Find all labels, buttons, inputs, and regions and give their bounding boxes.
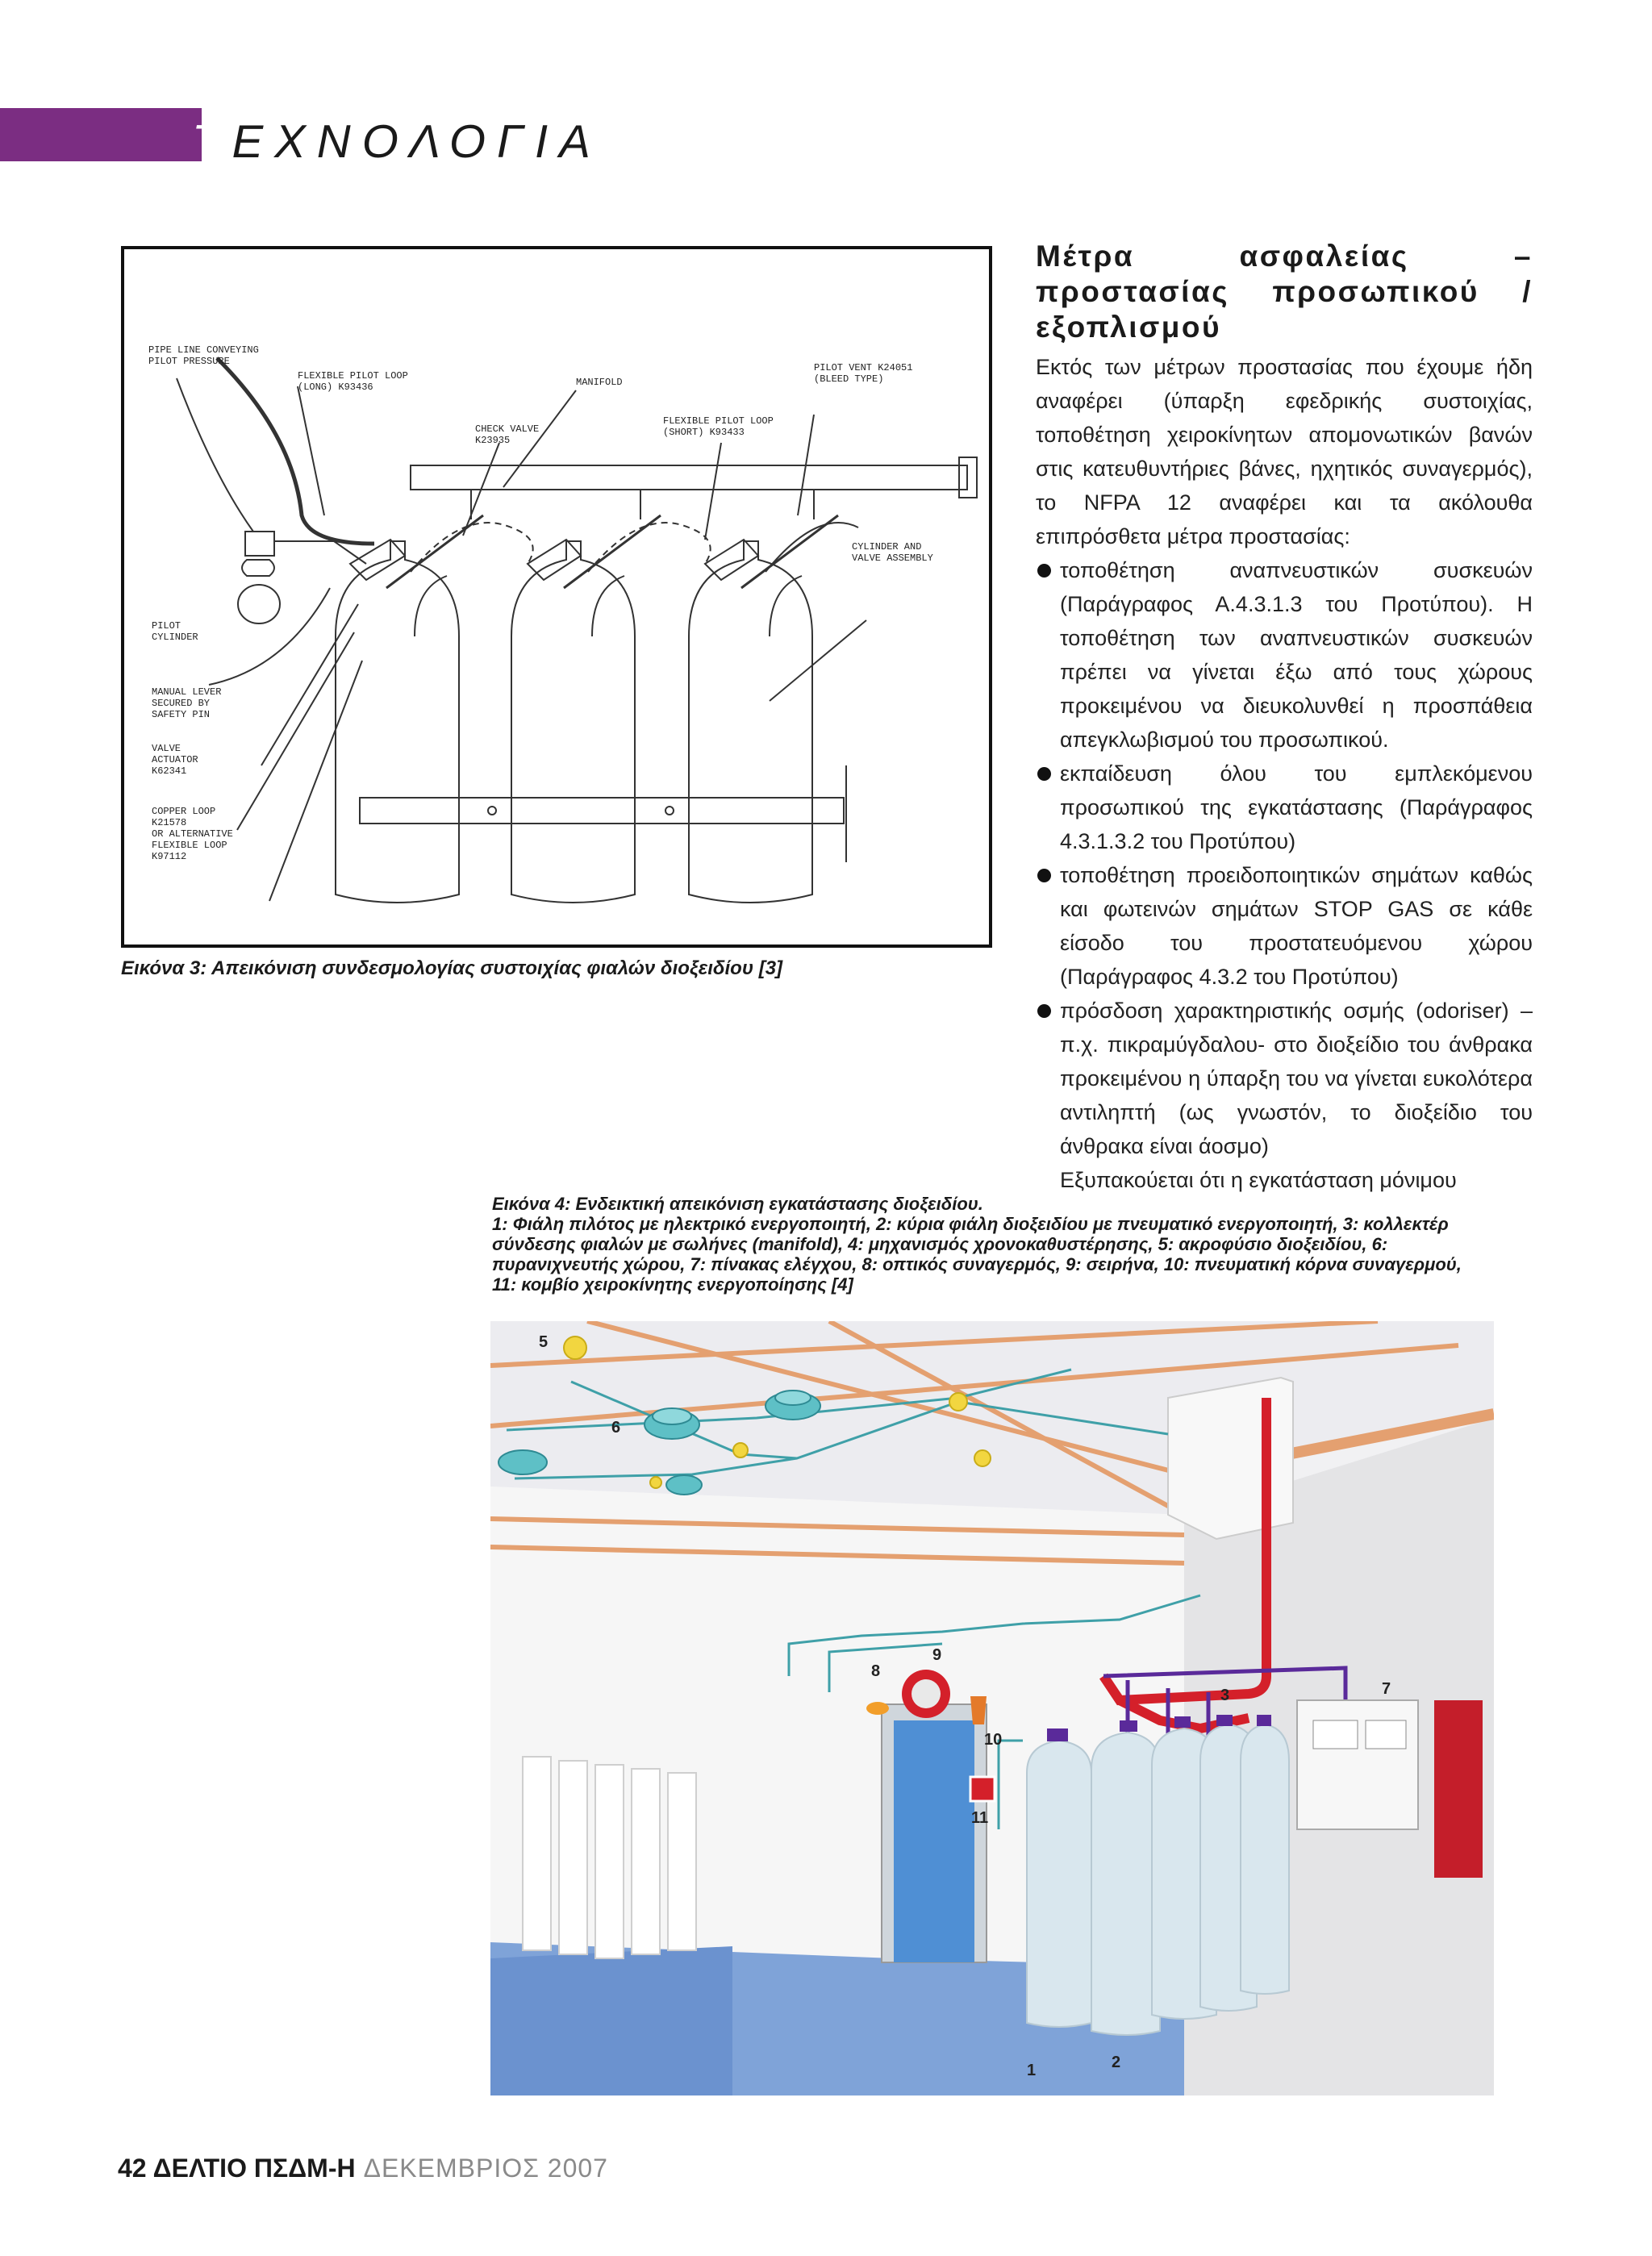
pilot-cylinder xyxy=(238,532,366,623)
cylinder-3 xyxy=(689,541,812,903)
horn-icon xyxy=(970,1696,987,1724)
manifold-risers xyxy=(471,490,814,519)
callout-7: 7 xyxy=(1382,1680,1391,1698)
label-flex-long-2: (LONG) K93436 xyxy=(298,382,373,393)
nozzle-icon xyxy=(974,1450,991,1466)
callout-5: 5 xyxy=(539,1333,549,1351)
nozzle-icon xyxy=(949,1393,967,1411)
label-pilot-vent-1: PILOT VENT K24051 xyxy=(814,362,913,373)
page-number: 42 xyxy=(118,2154,147,2183)
list-item: τοποθέτηση αναπνευστικών συσκευών (Παράγραφος Α.4.3.1.3 του Προτύπου). Η τοποθέτηση των αναπνευστικών συσκευών πρέπει να γίνεται έξω από τους χώρους προκειμένου να διευκολυνθεί η προσπάθεια απεγκλωβισμού του προσωπικού. xyxy=(1036,553,1533,757)
nozzle-icon xyxy=(564,1337,586,1359)
article-continuation: Εξυπακούεται ότι η εγκατάσταση μόνιμου xyxy=(1060,1168,1457,1192)
label-copper-loop-4: FLEXIBLE LOOP xyxy=(152,840,227,851)
label-manual-lever-3: SAFETY PIN xyxy=(152,709,211,720)
callout-10: 10 xyxy=(984,1731,1003,1749)
list-item: πρόσδοση χαρακτηριστικής οσμής (odoriser) – π.χ. πικραμύγδαλου- στο διοξείδιο του άνθρακα προκειμένου η ύπαρξη του να γίνεται ευκολότερα αντιληπτή (ως γνωστόν, το διοξείδιο του άνθρακα είναι άοσμο) xyxy=(1036,994,1533,1163)
section-title xyxy=(192,115,602,169)
section-title-rest: ΕΧΝΟΛΟΓΙΑ xyxy=(232,115,602,168)
cylinder-2 xyxy=(511,541,635,903)
label-valve-actuator-1: VALVE xyxy=(152,743,181,754)
label-pilot-cylinder-1: PILOT xyxy=(152,620,181,632)
publication-name: ΔΕΛΤΙΟ ΠΣΔΜ-Η xyxy=(152,2154,356,2183)
label-flex-short-1: FLEXIBLE PILOT LOOP xyxy=(663,415,774,427)
figure-4-illustration xyxy=(490,1321,1494,2095)
label-pilot-cylinder-2: CYLINDER xyxy=(152,632,198,643)
callout-8: 8 xyxy=(871,1662,881,1680)
door xyxy=(882,1704,987,1962)
label-flex-long-1: FLEXIBLE PILOT LOOP xyxy=(298,370,408,382)
issue-date: ΔΕΚΕΜΒΡΙΟΣ 2007 xyxy=(363,2154,608,2183)
callout-1: 1 xyxy=(1027,2062,1037,2079)
list-item: εκπαίδευση όλου του εμπλεκόμενου προσωπικού της εγκατάστασης (Παράγραφος 4.3.1.3.2 του Προτύπου) xyxy=(1036,757,1533,858)
label-cylinder-valve-2: VALVE ASSEMBLY xyxy=(852,553,933,564)
label-copper-loop-5: K97112 xyxy=(152,851,187,862)
measures-list xyxy=(1036,553,1533,1163)
figure-4-caption xyxy=(492,1194,1516,1295)
label-manual-lever-1: MANUAL LEVER xyxy=(152,686,222,698)
caption-line: Εικόνα 4: Ενδεικτική απεικόνιση εγκατάστασης διοξειδίου. xyxy=(492,1194,983,1214)
callout-11: 11 xyxy=(971,1809,989,1827)
callout-3: 3 xyxy=(1220,1687,1230,1704)
co2-cylinders xyxy=(1027,1724,1289,2035)
callout-9: 9 xyxy=(932,1646,942,1664)
section-color-bar xyxy=(0,108,202,161)
caption-line: 1: Φιάλη πιλότος με ηλεκτρικό ενεργοποιητή, 2: κύρια φιάλη διοξειδίου με πνευματικό ενεργοποιητή, 3: κολλεκτέρ xyxy=(492,1214,1449,1234)
label-copper-loop-2: K21578 xyxy=(152,817,187,828)
strobe-icon xyxy=(866,1702,889,1715)
article-heading: Μέτρα ασφαλείας – προστασίας προσωπικού / εξοπλισμού xyxy=(1036,240,1533,344)
caption-line: πυρανιχνευτής χώρου, 7: πίνακας ελέγχου, 8: οπτικός συναγερμός, 9: σειρήνα, 10: πνευματική κόρνα συναγερμού, xyxy=(492,1254,1462,1274)
label-copper-loop-3: OR ALTERNATIVE xyxy=(152,828,233,840)
cylinder-1 xyxy=(336,541,459,903)
label-manual-lever-2: SECURED BY xyxy=(152,698,211,709)
callout-6: 6 xyxy=(611,1419,621,1437)
glass-partition xyxy=(523,1757,696,1958)
label-pilot-vent-2: (BLEED TYPE) xyxy=(814,373,884,385)
list-item: τοποθέτηση προειδοποιητικών σημάτων καθώς και φωτεινών σημάτων STOP GAS σε κάθε είσοδο του προστατευόμενου χώρου (Παράγραφος 4.3.2 του Προτύπου) xyxy=(1036,858,1533,994)
label-valve-actuator-2: ACTUATOR xyxy=(152,754,198,765)
nozzle-icon xyxy=(733,1443,748,1457)
page-footer xyxy=(118,2154,608,2183)
ceiling-duct xyxy=(1168,1378,1293,1539)
caption-line: σύνδεσης φιαλών με σωλήνες (manifold), 4: μηχανισμός χρονοκαθυστέρησης, 5: ακροφύσιο διοξειδίου, 6: xyxy=(492,1234,1388,1254)
figure-3-caption: Εικόνα 3: Απεικόνιση συνδεσμολογίας συστοιχίας φιαλών διοξειδίου [3] xyxy=(121,957,783,979)
label-pipe-line-2: PILOT PRESSURE xyxy=(148,356,230,367)
detector-icon xyxy=(666,1475,702,1495)
label-valve-actuator-3: K62341 xyxy=(152,765,187,777)
label-check-valve-1: CHECK VALVE xyxy=(475,423,540,435)
article-intro: Εκτός των μέτρων προστασίας που έχουμε ήδη αναφέρει (ύπαρξη εφεδρικής συστοιχίας, τοποθέτηση χειροκίνητων απομονωτικών βανών στις κατευθυντήριες βάνες, ηχητικός συναγερμός), το NFPA 12 αναφέρει και τα ακόλουθα επιπρόσθετα μέτρα προστασίας: xyxy=(1036,355,1533,548)
label-check-valve-2: K23935 xyxy=(475,435,511,446)
label-cylinder-valve-1: CYLINDER AND xyxy=(852,541,922,553)
figure-3-schematic xyxy=(121,246,992,948)
cylinder-bracket xyxy=(360,798,844,824)
callout-2: 2 xyxy=(1112,2054,1121,2071)
caption-line: 11: κομβίο χειροκίνητης ενεργοποίησης [4] xyxy=(492,1274,853,1295)
label-copper-loop-1: COPPER LOOP xyxy=(152,806,216,817)
article-column xyxy=(1036,239,1533,1197)
label-pipe-line-1: PIPE LINE CONVEYING xyxy=(148,344,259,356)
nozzle-icon xyxy=(650,1477,661,1488)
label-flex-short-2: (SHORT) K93433 xyxy=(663,427,745,438)
manual-call-point-icon xyxy=(970,1777,995,1801)
detector-icon xyxy=(499,1450,547,1474)
manifold-pipe xyxy=(411,465,967,490)
section-title-initial: Τ xyxy=(192,115,232,168)
label-manifold: MANIFOLD xyxy=(576,377,623,388)
